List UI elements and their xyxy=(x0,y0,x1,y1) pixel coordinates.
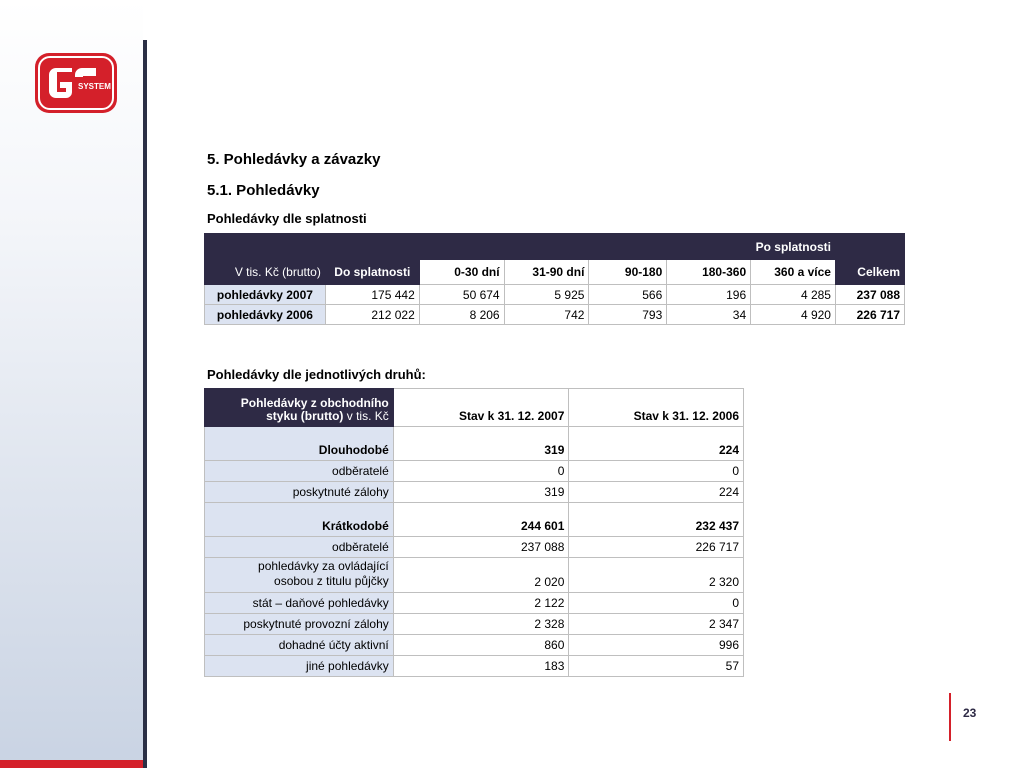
total-header: Celkem xyxy=(835,234,904,285)
subcolumn-header: 90-180 xyxy=(589,260,667,285)
page-number: 23 xyxy=(963,706,977,720)
section-heading: 5. Pohledávky a závazky xyxy=(207,151,381,168)
table-row xyxy=(205,305,905,325)
type-header xyxy=(205,389,394,427)
cell-value-2007: 860 xyxy=(393,635,569,656)
subsection-heading: 5.1. Pohledávky xyxy=(207,182,320,199)
cell-value: 212 022 xyxy=(325,305,419,325)
subcolumn-header: 360 a více xyxy=(751,260,836,285)
table-row xyxy=(205,427,744,461)
cell-value-2007: 2 122 xyxy=(393,593,569,614)
table-row xyxy=(205,503,744,537)
sidebar-divider-line xyxy=(143,40,147,768)
table-row xyxy=(205,593,744,614)
cell-value: 4 285 xyxy=(751,285,836,305)
table1-caption: Pohledávky dle splatnosti xyxy=(207,211,367,226)
cell-value-2006: 2 320 xyxy=(569,558,744,593)
cell-value-2006: 57 xyxy=(569,656,744,677)
unit-header: V tis. Kč (brutto) xyxy=(205,234,326,285)
cell-value: 742 xyxy=(504,305,589,325)
cell-value-2006: 226 717 xyxy=(569,537,744,558)
cell-value-2006: 232 437 xyxy=(569,503,744,537)
cell-total: 226 717 xyxy=(835,305,904,325)
cell-value-2007: 2 020 xyxy=(393,558,569,593)
subcolumn-header: 31-90 dní xyxy=(504,260,589,285)
cell-value: 793 xyxy=(589,305,667,325)
row-label: Krátkodobé xyxy=(205,503,394,537)
row-label: stát – daňové pohledávky xyxy=(205,593,394,614)
row-label: pohledávky 2006 xyxy=(205,305,326,325)
subcolumn-header: 180-360 xyxy=(667,260,751,285)
row-label: pohledávky za ovládající osobou z titulu půjčky xyxy=(205,558,394,593)
cell-value: 175 442 xyxy=(325,285,419,305)
company-logo xyxy=(34,52,118,114)
cell-value-2006: 0 xyxy=(569,461,744,482)
row-label: dohadné účty aktivní xyxy=(205,635,394,656)
cell-value-2006: 2 347 xyxy=(569,614,744,635)
type-header-bold: Pohledávky z obchodního styku (brutto) xyxy=(240,396,389,423)
svg-text:SYSTEM: SYSTEM xyxy=(78,82,111,91)
table-row xyxy=(205,656,744,677)
row-label: poskytnuté provozní zálohy xyxy=(205,614,394,635)
type-header-unit: v tis. Kč xyxy=(343,409,389,423)
cell-total: 237 088 xyxy=(835,285,904,305)
sidebar-band xyxy=(0,0,143,768)
table-row xyxy=(205,558,744,593)
cell-value-2006: 224 xyxy=(569,482,744,503)
col-2006-header: Stav k 31. 12. 2006 xyxy=(569,389,744,427)
table-row xyxy=(205,635,744,656)
do-splatnosti-header: Do splatnosti xyxy=(325,234,419,285)
cell-value: 566 xyxy=(589,285,667,305)
row-label: jiné pohledávky xyxy=(205,656,394,677)
cell-value-2007: 237 088 xyxy=(393,537,569,558)
page-number-divider xyxy=(949,693,951,741)
cell-value-2006: 0 xyxy=(569,593,744,614)
cell-value-2007: 2 328 xyxy=(393,614,569,635)
table-row xyxy=(205,285,905,305)
row-label: odběratelé xyxy=(205,461,394,482)
cell-value: 50 674 xyxy=(419,285,504,305)
cell-value-2007: 319 xyxy=(393,427,569,461)
table-row xyxy=(205,614,744,635)
cell-value: 4 920 xyxy=(751,305,836,325)
cell-value-2006: 996 xyxy=(569,635,744,656)
cell-value-2007: 244 601 xyxy=(393,503,569,537)
receivables-type-table xyxy=(204,388,744,677)
table-row xyxy=(205,537,744,558)
subcolumn-header: 0-30 dní xyxy=(419,260,504,285)
cell-value-2006: 224 xyxy=(569,427,744,461)
cell-value-2007: 319 xyxy=(393,482,569,503)
row-label: odběratelé xyxy=(205,537,394,558)
table-row xyxy=(205,461,744,482)
sidebar-red-strip xyxy=(0,760,143,768)
cell-value: 8 206 xyxy=(419,305,504,325)
cell-value-2007: 183 xyxy=(393,656,569,677)
row-label: Dlouhodobé xyxy=(205,427,394,461)
row-label: poskytnuté zálohy xyxy=(205,482,394,503)
table2-caption: Pohledávky dle jednotlivých druhů: xyxy=(207,367,426,382)
row-label: pohledávky 2007 xyxy=(205,285,326,305)
cell-value-2007: 0 xyxy=(393,461,569,482)
cell-value: 34 xyxy=(667,305,751,325)
cell-value: 196 xyxy=(667,285,751,305)
col-2007-header: Stav k 31. 12. 2007 xyxy=(393,389,569,427)
cell-value: 5 925 xyxy=(504,285,589,305)
receivables-maturity-table xyxy=(204,233,905,325)
table-row xyxy=(205,482,744,503)
po-splatnosti-header: Po splatnosti xyxy=(419,234,835,260)
